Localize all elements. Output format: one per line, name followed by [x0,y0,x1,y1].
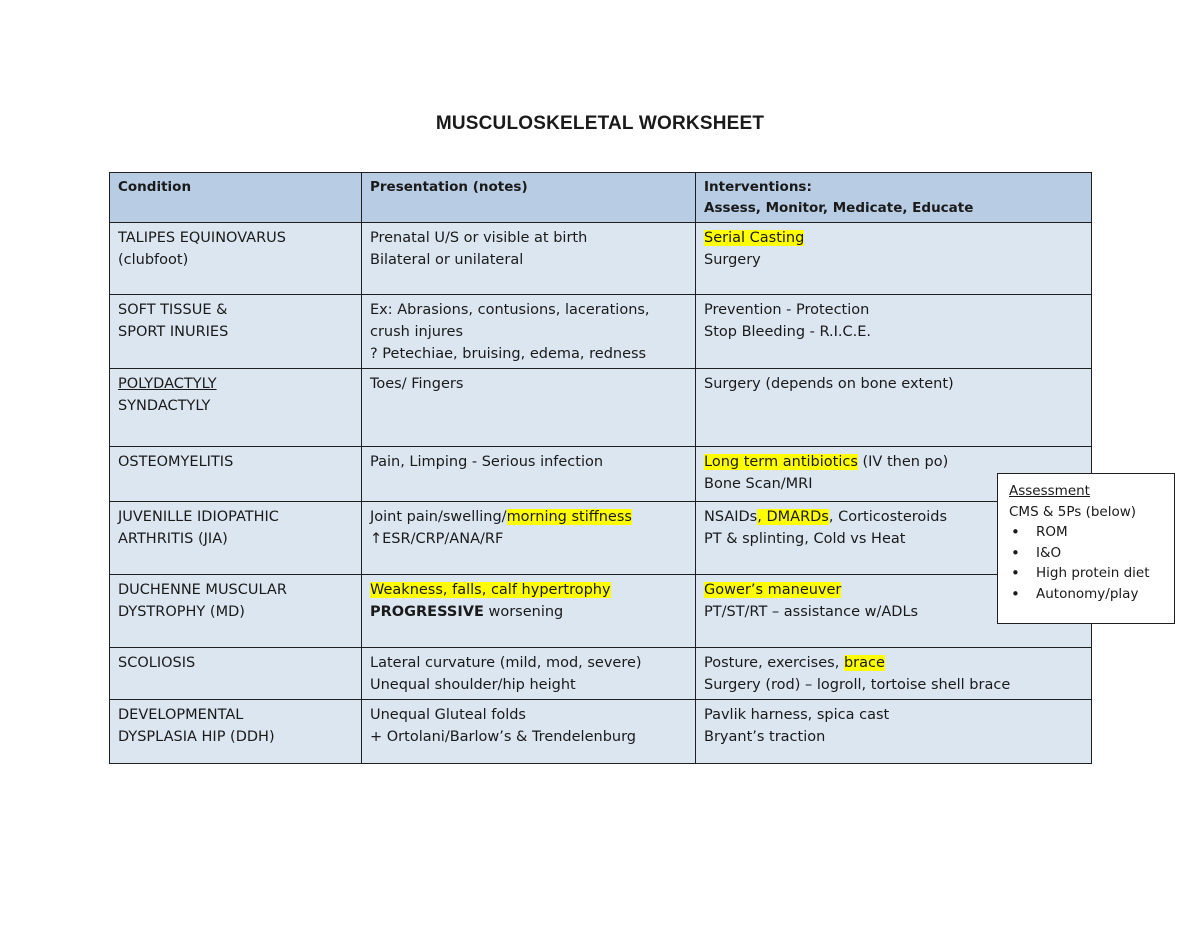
intervention-line: Bone Scan/MRI [704,476,813,492]
condition-name-line2: DYSPLASIA HIP [118,729,226,745]
condition-name: DEVELOPMENTAL [118,707,244,723]
condition-abbrev: (DDH) [225,729,275,745]
presentation-line: Ex: Abrasions, contusions, lacerations, [370,302,650,318]
intervention-line: PT/ST/RT – assistance w/ADLs [704,604,919,620]
intervention-line: Bryant’s traction [704,729,826,745]
presentation-cell [362,648,696,700]
table-row [110,575,1092,648]
interventions-cell [696,700,1092,764]
condition-name-line2: ARTHRITIS [118,531,194,547]
interventions-cell [696,369,1092,447]
condition-name: SCOLIOSIS [118,655,196,671]
presentation-cell [362,502,696,575]
condition-cell [110,700,362,764]
header-interventions-line1: Interventions: [704,179,812,195]
presentation-line: Pain, Limping - Serious infection [370,454,604,470]
presentation-line: Bilateral or unilateral [370,252,524,268]
condition-name: JUVENILLE IDIOPATHIC [118,509,279,525]
header-presentation: Presentation (notes) [362,173,696,223]
condition-name: POLYDACTYLY [118,376,217,392]
intervention-text: NSAIDs [704,509,758,525]
highlighted-text: , DMARDs [757,509,829,525]
condition-cell [110,223,362,295]
highlighted-text: brace [843,655,885,671]
highlighted-text: morning stiffness [506,509,632,525]
condition-abbrev: (MD) [205,604,245,620]
presentation-line: crush injures [370,324,464,340]
table-row [110,502,1092,575]
table-header-row [110,173,1092,223]
condition-cell [110,447,362,502]
interventions-cell [696,223,1092,295]
presentation-line: Lateral curvature (mild, mod, severe) [370,655,642,671]
intervention-text: (IV then po) [857,454,949,470]
intervention-line: PT & splinting, Cold vs Heat [704,531,906,547]
presentation-cell [362,295,696,369]
highlighted-text: Gower’s maneuver [704,582,842,598]
condition-name: SOFT TISSUE & [118,302,228,318]
presentation-line: Prenatal U/S or visible at birth [370,230,588,246]
list-item: • Autonomy/play [1009,584,1166,605]
header-interventions [696,173,1092,223]
condition-abbrev: (JIA) [193,531,228,547]
intervention-text: Posture, exercises, [704,655,844,671]
assessment-list [1009,522,1166,604]
presentation-line: Unequal shoulder/hip height [370,677,576,693]
list-item: • I&O [1009,543,1166,564]
condition-name-line2: SPORT INURIES [118,324,229,340]
intervention-line: Pavlik harness, spica cast [704,707,890,723]
condition-cell [110,295,362,369]
intervention-line: Prevention - Protection [704,302,870,318]
bold-text: PROGRESSIVE [370,604,484,620]
condition-cell [110,648,362,700]
presentation-line: Unequal Gluteal folds [370,707,526,723]
presentation-text: worsening [483,604,564,620]
table-row [110,369,1092,447]
highlighted-text: Weakness, falls, calf hypertrophy [370,582,611,598]
presentation-line: ? Petechiae, bruising, edema, redness [370,346,647,362]
table-row [110,447,1092,502]
table-row [110,223,1092,295]
presentation-line: + Ortolani/Barlow’s & Trendelenburg [370,729,636,745]
intervention-line: Surgery [704,252,761,268]
presentation-line: ↑ESR/CRP/ANA/RF [370,531,504,547]
presentation-cell [362,447,696,502]
highlighted-text: Serial Casting [704,230,805,246]
condition-cell [110,369,362,447]
interventions-cell [696,648,1092,700]
page-title: MUSCULOSKELETAL WORKSHEET [435,113,765,134]
presentation-text: Joint pain/swelling/ [370,509,507,525]
presentation-cell [362,575,696,648]
condition-name: OSTEOMYELITIS [118,454,234,470]
presentation-cell [362,223,696,295]
condition-name-line2: DYSTROPHY [118,604,206,620]
condition-name: TALIPES EQUINOVARUS [118,230,286,246]
presentation-cell [362,369,696,447]
intervention-line: Surgery (depends on bone extent) [704,376,954,392]
worksheet-table [109,172,1092,764]
list-item: • High protein diet [1009,563,1166,584]
condition-cell [110,575,362,648]
condition-abbrev: (clubfoot) [118,252,189,268]
condition-cell [110,502,362,575]
highlighted-text: Long term antibiotics [704,454,858,470]
interventions-cell [696,295,1092,369]
intervention-line: Stop Bleeding - R.I.C.E. [704,324,872,340]
header-condition: Condition [110,173,362,223]
list-item: • ROM [1009,522,1166,543]
table-row [110,295,1092,369]
table-row [110,700,1092,764]
header-interventions-line2: Assess, Monitor, Medicate, Educate [704,200,974,216]
intervention-line: Surgery (rod) – logroll, tortoise shell brace [704,677,1011,693]
intervention-text: , Corticosteroids [828,509,948,525]
presentation-cell [362,700,696,764]
assessment-heading: Assessment [1009,483,1090,499]
assessment-subtitle: CMS & 5Ps (below) [1009,503,1137,520]
table-row [110,648,1092,700]
condition-name: DUCHENNE MUSCULAR [118,582,287,598]
condition-name-line2: SYNDACTYLY [118,398,211,414]
presentation-line: Toes/ Fingers [370,376,464,392]
assessment-box [997,473,1175,624]
